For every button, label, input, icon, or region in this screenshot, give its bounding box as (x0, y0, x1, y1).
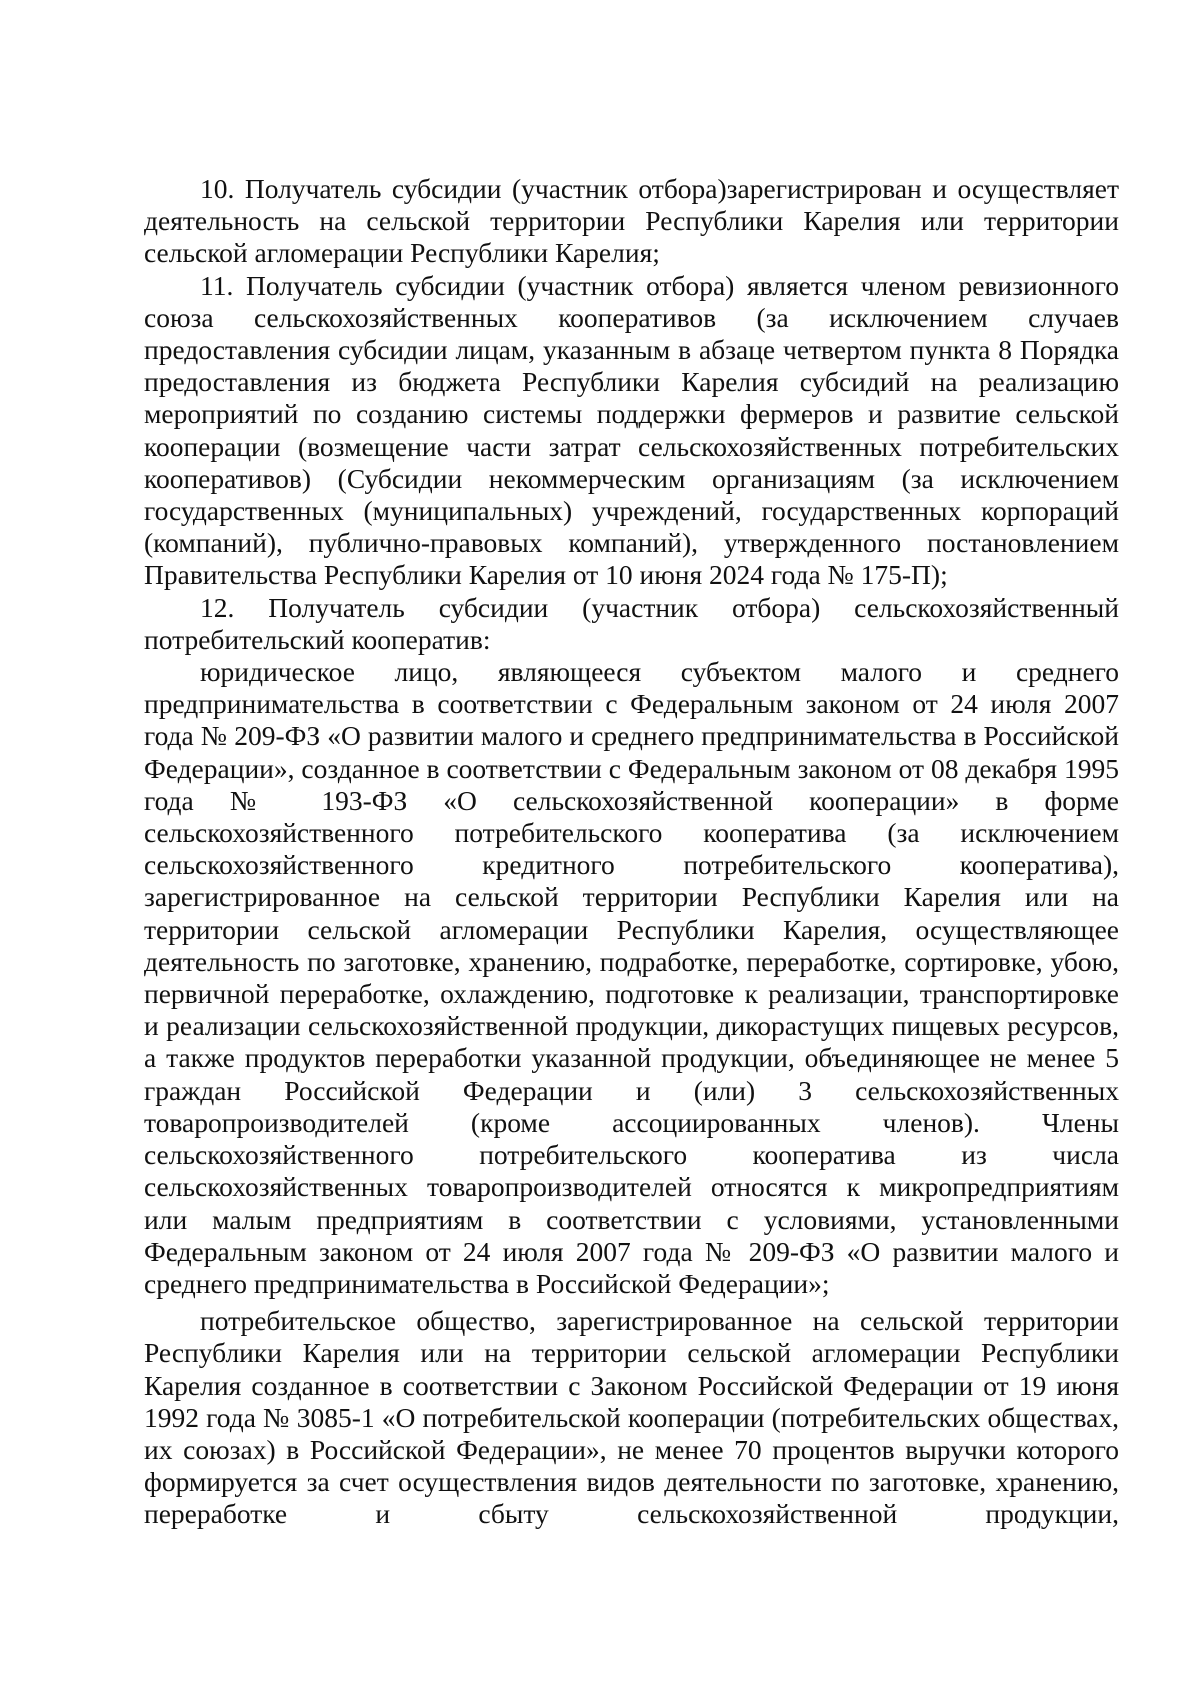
paragraph-11: 11. Получатель субсидии (участник отбора) является членом ревизионного союза сельскохозяйственных кооперативов (за исключением случаев предоставления субсидии лицам, указанным в абзаце четвертом пункта 8 Порядка предоставления из бюджета Республики Карелия субсидий на реализацию мероприятий по созданию системы поддержки фермеров и развитие сельской кооперации (возмещение части затрат сельскохозяйственных потребительских кооперативов) (Субсидии некоммерческим организациям (за исключением государственных (муниципальных) учреждений, государственных корпораций (компаний), публично-правовых компаний), утвержденного постановлением Правительства Республики Карелия от 10 июня 2024 года № 175-П); (144, 269, 1119, 591)
paragraph-legal-entity: юридическое лицо, являющееся субъектом малого и среднего предпринимательства в соответствии с Федеральным законом от 24 июля 2007 года № 209-ФЗ «О развитии малого и среднего предпринимательства в Российской Федерации», созданное в соответствии с Федеральным законом от 08 декабря 1995 года № 193-ФЗ «О сельскохозяйственной кооперации» в форме сельскохозяйственного потребительского кооператива (за исключением сельскохозяйственного кредитного потребительского кооператива), зарегистрированное на сельской территории Республики Карелия или на территории сельской агломерации Республики Карелия, осуществляющее деятельность по заготовке, хранению, подработке, переработке, сортировке, убою, первичной переработке, охлаждению, подготовке к реализации, транспортировке и реализации сельскохозяйственной продукции, дикорастущих пищевых ресурсов, а также продуктов переработки указанной продукции, объединяющее не менее 5 граждан Российской Федерации и (или) 3 сельскохозяйственных товаропроизводителей (кроме ассоциированных членов). Члены сельскохозяйственного потребительского кооператива из числа сельскохозяйственных товаропроизводителей относятся к микропредприятиям или малым предприятиям в соответствии с условиями, установленными Федеральным законом от 24 июля 2007 года № 209-ФЗ «О развитии малого и среднего предпринимательства в Российской Федерации»; (144, 656, 1119, 1299)
paragraph-12: 12. Получатель субсидии (участник отбора) сельскохозяйственный потребительский кооператив: (144, 591, 1119, 655)
document-body (144, 173, 1119, 1531)
paragraph-10: 10. Получатель субсидии (участник отбора)зарегистрирован и осуществляет деятельность на сельской территории Республики Карелия или территории сельской агломерации Республики Карелия; (144, 173, 1119, 269)
paragraph-consumer-society: потребительское общество, зарегистрированное на сельской территории Республики Карелия или на территории сельской агломерации Республики Карелия созданное в соответствии с Законом Российской Федерации от 19 июня 1992 года № 3085-1 «О потребительской кооперации (потребительских обществах, их союзах) в Российской Федерации», не менее 70 процентов выручки которого формируется за счет осуществления видов деятельности по заготовке, хранению, переработке и сбыту сельскохозяйственной продукции, (144, 1305, 1119, 1530)
